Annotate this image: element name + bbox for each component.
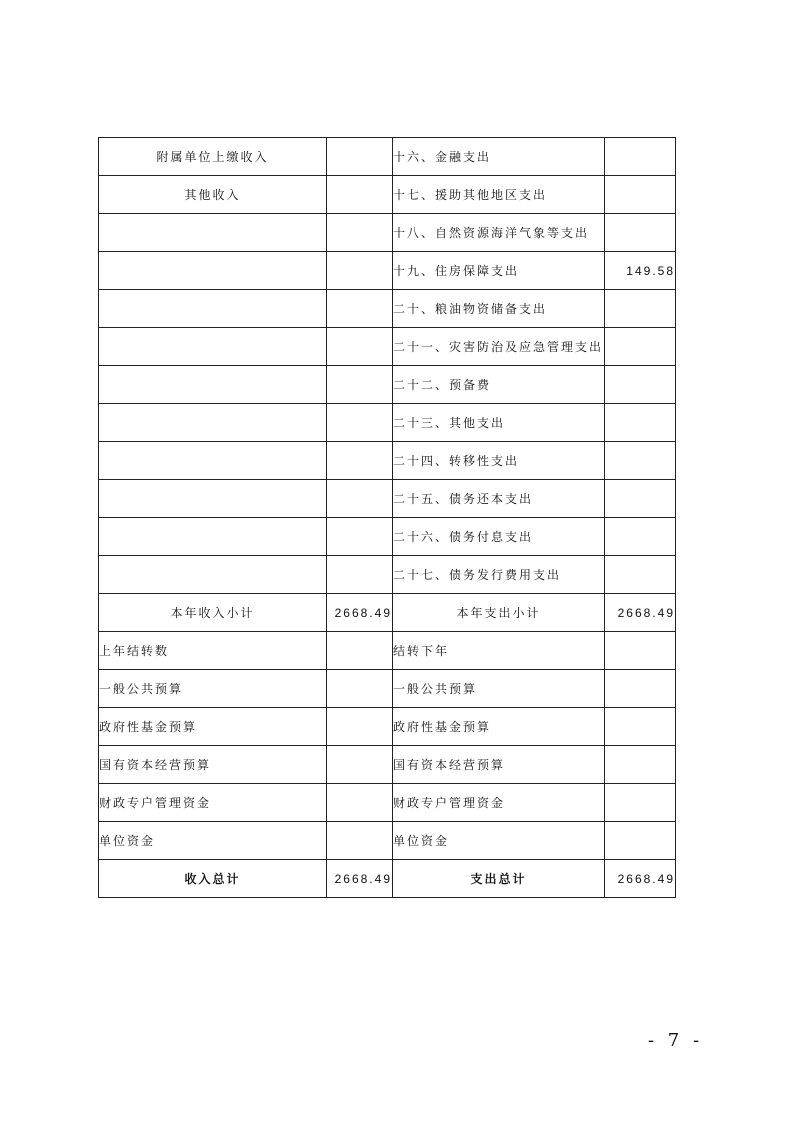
income-value <box>327 708 393 746</box>
income-label <box>99 556 327 594</box>
income-total-label: 收入总计 <box>99 860 327 898</box>
income-value <box>327 746 393 784</box>
expense-value <box>605 176 676 214</box>
income-label <box>99 214 327 252</box>
income-value <box>327 518 393 556</box>
income-value <box>327 404 393 442</box>
income-value <box>327 366 393 404</box>
expense-label: 二十五、债务还本支出 <box>393 480 605 518</box>
expense-value <box>605 442 676 480</box>
table-row <box>99 328 676 366</box>
expense-label: 十八、自然资源海洋气象等支出 <box>393 214 605 252</box>
table-row <box>99 518 676 556</box>
expense-label: 二十七、债务发行费用支出 <box>393 556 605 594</box>
income-subtotal-value: 2668.49 <box>327 594 393 632</box>
table-row <box>99 290 676 328</box>
income-value <box>327 138 393 176</box>
income-label <box>99 290 327 328</box>
expense-label: 二十、粮油物资储备支出 <box>393 290 605 328</box>
table-row <box>99 784 676 822</box>
income-label <box>99 252 327 290</box>
expense-value: 149.58 <box>605 252 676 290</box>
expense-value <box>605 138 676 176</box>
expense-value <box>605 746 676 784</box>
expense-label: 二十六、债务付息支出 <box>393 518 605 556</box>
table-row <box>99 176 676 214</box>
income-value <box>327 252 393 290</box>
income-label: 单位资金 <box>99 822 327 860</box>
income-label: 上年结转数 <box>99 632 327 670</box>
expense-label: 国有资本经营预算 <box>393 746 605 784</box>
expense-value <box>605 480 676 518</box>
expense-label: 二十四、转移性支出 <box>393 442 605 480</box>
total-row <box>99 860 676 898</box>
subtotal-row <box>99 594 676 632</box>
income-label <box>99 442 327 480</box>
income-label <box>99 366 327 404</box>
income-value <box>327 214 393 252</box>
income-label <box>99 480 327 518</box>
expense-label: 二十三、其他支出 <box>393 404 605 442</box>
income-value <box>327 784 393 822</box>
expense-label: 十七、援助其他地区支出 <box>393 176 605 214</box>
income-value <box>327 556 393 594</box>
expense-label: 二十二、预备费 <box>393 366 605 404</box>
income-value <box>327 822 393 860</box>
income-label <box>99 328 327 366</box>
expense-value <box>605 708 676 746</box>
expense-value <box>605 556 676 594</box>
table-row <box>99 138 676 176</box>
expense-value <box>605 290 676 328</box>
income-label <box>99 518 327 556</box>
expense-label: 一般公共预算 <box>393 670 605 708</box>
table-row <box>99 480 676 518</box>
income-label: 财政专户管理资金 <box>99 784 327 822</box>
expense-value <box>605 404 676 442</box>
income-value <box>327 670 393 708</box>
expense-label: 二十一、灾害防治及应急管理支出 <box>393 328 605 366</box>
expense-label: 结转下年 <box>393 632 605 670</box>
table-row <box>99 670 676 708</box>
table-row <box>99 746 676 784</box>
table-row <box>99 822 676 860</box>
income-subtotal-label: 本年收入小计 <box>99 594 327 632</box>
table-row <box>99 632 676 670</box>
expense-subtotal-value: 2668.49 <box>605 594 676 632</box>
expense-subtotal-label: 本年支出小计 <box>393 594 605 632</box>
table-row <box>99 404 676 442</box>
table-row <box>99 442 676 480</box>
income-value <box>327 290 393 328</box>
table-row <box>99 366 676 404</box>
expense-value <box>605 328 676 366</box>
table-row <box>99 708 676 746</box>
budget-table <box>98 137 676 898</box>
income-label <box>99 404 327 442</box>
table-row <box>99 214 676 252</box>
expense-value <box>605 214 676 252</box>
expense-value <box>605 670 676 708</box>
expense-value <box>605 518 676 556</box>
expense-value <box>605 632 676 670</box>
expense-value <box>605 366 676 404</box>
income-label: 一般公共预算 <box>99 670 327 708</box>
income-label: 国有资本经营预算 <box>99 746 327 784</box>
income-value <box>327 442 393 480</box>
table-row <box>99 252 676 290</box>
expense-label: 十九、住房保障支出 <box>393 252 605 290</box>
expense-total-label: 支出总计 <box>393 860 605 898</box>
income-value <box>327 328 393 366</box>
table-row <box>99 556 676 594</box>
expense-label: 政府性基金预算 <box>393 708 605 746</box>
income-value <box>327 176 393 214</box>
page-number: - 7 - <box>648 1030 704 1051</box>
income-label: 其他收入 <box>99 176 327 214</box>
income-value <box>327 480 393 518</box>
expense-label: 十六、金融支出 <box>393 138 605 176</box>
income-label: 政府性基金预算 <box>99 708 327 746</box>
income-label: 附属单位上缴收入 <box>99 138 327 176</box>
expense-label: 单位资金 <box>393 822 605 860</box>
expense-label: 财政专户管理资金 <box>393 784 605 822</box>
income-total-value: 2668.49 <box>327 860 393 898</box>
expense-value <box>605 784 676 822</box>
income-value <box>327 632 393 670</box>
expense-value <box>605 822 676 860</box>
expense-total-value: 2668.49 <box>605 860 676 898</box>
